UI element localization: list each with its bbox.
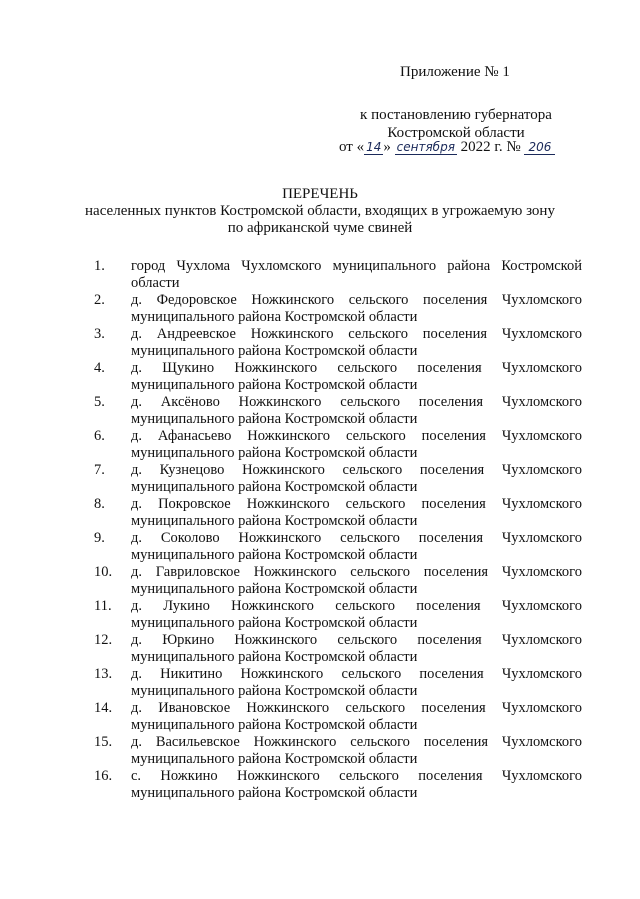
list-item-number: 13. [94, 666, 113, 682]
list-item [94, 530, 582, 564]
list-item [94, 496, 582, 530]
list-item [94, 360, 582, 394]
date-year: 2022 г. № [460, 139, 521, 155]
list-item-text: город Чухлома Чухломского муниципального района Костромской области [131, 258, 582, 291]
list-item [94, 326, 582, 360]
settlement-list [94, 258, 582, 802]
resolution-reference [330, 106, 582, 142]
list-item-text: с. Ножкино Ножкинского сельского поселения Чухломского муниципального района Костромской области [131, 768, 582, 801]
list-item-number: 14. [94, 700, 113, 716]
list-item [94, 598, 582, 632]
list-item [94, 666, 582, 700]
list-item-text: д. Юркино Ножкинского сельского поселения Чухломского муниципального района Костромской области [131, 632, 582, 665]
title-line-1: ПЕРЕЧЕНЬ [282, 186, 358, 202]
list-item-text: д. Кузнецово Ножкинского сельского поселения Чухломского муниципального района Костромской области [131, 462, 582, 495]
title-line-3: по африканской чуме свиней [227, 220, 413, 236]
list-item-text: д. Андреевское Ножкинского сельского поселения Чухломского муниципального района Костромской области [131, 326, 582, 359]
list-item [94, 768, 582, 802]
list-item-text: д. Лукино Ножкинского сельского поселения Чухломского муниципального района Костромской области [131, 598, 582, 631]
list-item [94, 258, 582, 292]
list-item-text: д. Ивановское Ножкинского сельского поселения Чухломского муниципального района Костромской области [131, 700, 582, 733]
list-item-text: д. Васильевское Ножкинского сельского поселения Чухломского муниципального района Костромской области [131, 734, 582, 767]
list-item-number: 11. [94, 598, 112, 614]
list-item [94, 564, 582, 598]
list-item [94, 462, 582, 496]
list-item-number: 10. [94, 564, 113, 580]
document-title [60, 186, 580, 237]
list-item-text: д. Соколово Ножкинского сельского поселения Чухломского муниципального района Костромской области [131, 530, 582, 563]
list-item-number: 16. [94, 768, 113, 784]
title-line-2: населенных пунктов Костромской области, входящих в угрожаемую зону [85, 203, 555, 219]
list-item-text: д. Никитино Ножкинского сельского поселения Чухломского муниципального района Костромской области [131, 666, 582, 699]
list-item [94, 700, 582, 734]
list-item-number: 2. [94, 292, 105, 308]
appendix-label: Приложение № 1 [400, 64, 510, 80]
list-item-number: 1. [94, 258, 105, 274]
list-item-number: 15. [94, 734, 113, 750]
date-month-handwritten: сентября [396, 140, 455, 154]
date-day-handwritten: 14 [366, 140, 382, 154]
list-item-number: 8. [94, 496, 105, 512]
list-item [94, 394, 582, 428]
resolution-line-1: к постановлению губернатора [360, 107, 552, 123]
list-item-number: 9. [94, 530, 105, 546]
list-item [94, 292, 582, 326]
list-item [94, 632, 582, 666]
list-item-text: д. Федоровское Ножкинского сельского поселения Чухломского муниципального района Костромской области [131, 292, 582, 325]
date-mid: » [383, 139, 391, 155]
doc-number-handwritten: 206 [524, 140, 555, 155]
date-prefix: от « [339, 139, 365, 155]
list-item-text: д. Афанасьево Ножкинского сельского поселения Чухломского муниципального района Костромской области [131, 428, 582, 461]
list-item-number: 7. [94, 462, 105, 478]
list-item-number: 4. [94, 360, 105, 376]
list-item [94, 734, 582, 768]
list-item-number: 12. [94, 632, 113, 648]
list-item-text: д. Аксёново Ножкинского сельского поселения Чухломского муниципального района Костромской области [131, 394, 582, 427]
list-item-number: 3. [94, 326, 105, 342]
list-item [94, 428, 582, 462]
list-item-number: 6. [94, 428, 105, 444]
list-item-text: д. Щукино Ножкинского сельского поселения Чухломского муниципального района Костромской области [131, 360, 582, 393]
list-item-text: д. Покровское Ножкинского сельского поселения Чухломского муниципального района Костромской области [131, 496, 582, 529]
list-item-text: д. Гавриловское Ножкинского сельского поселения Чухломского муниципального района Костромской области [131, 564, 582, 597]
list-item-number: 5. [94, 394, 105, 410]
resolution-date-line [339, 139, 555, 156]
resolution-line-2: Костромской области [387, 125, 525, 141]
